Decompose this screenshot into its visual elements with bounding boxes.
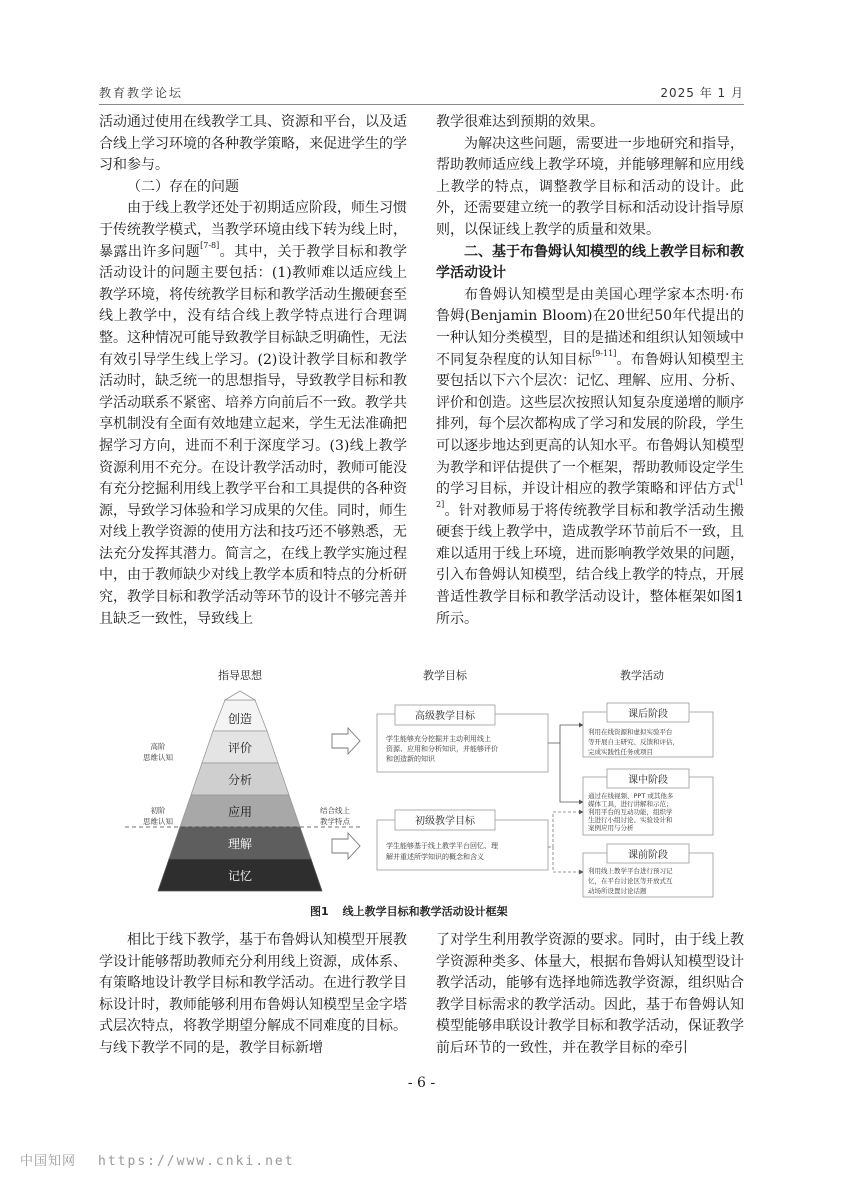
issue-date: 2025 年 1 月 <box>660 86 744 100</box>
label-guiding-thought: 指导思想 <box>218 669 262 682</box>
arrow-icon <box>332 833 360 859</box>
svg-text:等开展自主研究、反馈和评估，: 等开展自主研究、反馈和评估， <box>588 738 679 746</box>
svg-text:利用在线资源和虚拟实验平台: 利用在线资源和虚拟实验平台 <box>588 728 673 736</box>
level-label: 评价 <box>227 741 253 755</box>
svg-text:忆，在平台讨论区等开放式互: 忆，在平台讨论区等开放式互 <box>588 877 673 885</box>
svg-text:动场所设置讨论话题: 动场所设置讨论话题 <box>588 887 647 895</box>
bloom-pyramid <box>158 691 322 891</box>
goal-high-title: 高级教学目标 <box>415 711 475 722</box>
svg-text:生进行小组讨论、实验设计和: 生进行小组讨论、实验设计和 <box>588 816 673 824</box>
level-label: 记忆 <box>227 869 253 883</box>
combine-label: 结合线上 <box>320 806 350 815</box>
svg-text:完成实践性任务或项目: 完成实践性任务或项目 <box>588 748 653 756</box>
section-heading: （二）存在的问题 <box>127 178 239 195</box>
column-right-top <box>436 112 744 630</box>
column-left-bottom <box>99 930 407 1060</box>
paragraph: 了对学生利用教学资源的要求。同时，由于线上教学资源种类多、体量大，根据布鲁姆认知模型设计教学活动，能够有选择地筛选教学资源，组织贴合教学目标需求的教学活动。因此，基于布鲁姆认知模型能够串联设计教学目标和教学活动，保证教学前后环节的一致性，并在教学目标的牵引 <box>436 932 744 1056</box>
svg-text:通过在线视频、PPT 或其他多: 通过在线视频、PPT 或其他多 <box>588 792 674 800</box>
level-label: 应用 <box>227 805 253 819</box>
svg-text:和创造新的知识: 和创造新的知识 <box>386 755 435 763</box>
svg-text:媒体工具，进行讲解和示范；: 媒体工具，进行讲解和示范； <box>588 800 673 808</box>
paragraph: 布鲁姆认知模型是由美国心理学家本杰明·布鲁姆(Benjamin Bloom)在20世纪50年代提出的一种认知分类模型，目的是描述和组织认知领域中不同复杂程度的认知目标[9-11]。布鲁姆认知模型主要包括以下六个层次：记忆、理解、应用、分析、评价和创造。这些层次按照认知复杂度递增的顺序排列，每个层次都构成了学习和发展的阶段，学生可以逐步地达到更高的认知水平。布鲁姆认知模型为教学和评估提供了一个框架，帮助教师设定学生的学习目标，并设计相应的教学策略和评估方式[12]。针对教师易于将传统教学目标和教学活动生搬硬套于线上教学中，造成教学环节前后不一致，且难以适用于线上环境，进而影响教学效果的问题，引入布鲁姆认知模型，结合线上教学的特点，开展普适性教学目标和教学活动设计，整体框架如图1所示。 <box>436 286 745 627</box>
svg-text:案例应用与分析: 案例应用与分析 <box>588 824 634 832</box>
footer-site: 中国知网 <box>20 1154 77 1169</box>
caption-text: 线上教学目标和教学活动设计框架 <box>342 905 508 918</box>
citation: [12] <box>436 478 744 509</box>
after-class-title: 课后阶段 <box>628 709 668 720</box>
paragraph: 活动通过使用在线教学工具、资源和平台，以及适合线上学习环境的各种教学策略，来促进学生的学习和参与。 <box>99 114 407 174</box>
footer-url[interactable]: https://www.cnki.net <box>98 1154 295 1169</box>
label-teaching-activity: 教学活动 <box>620 669 664 682</box>
paragraph: 为解决这些问题，需要进一步地研究和指导，帮助教师适应线上教学环境，并能够理解和应用线上教学的特点，调整教学目标和活动的设计。此外，还需要建立统一的教学目标和活动设计指导原则，以保证线上教学的质量和效果。 <box>436 135 744 238</box>
svg-text:利用线上教学平台进行预习记: 利用线上教学平台进行预习记 <box>588 867 673 875</box>
arrow-icon <box>332 728 360 754</box>
caption-number: 图1 <box>310 905 329 918</box>
level-label: 创造 <box>227 712 253 726</box>
svg-text:教学特点: 教学特点 <box>320 817 350 826</box>
high-order-label: 高阶 <box>150 742 166 751</box>
before-class-title: 课前阶段 <box>628 850 668 861</box>
during-class-title: 课中阶段 <box>628 775 668 786</box>
paragraph: 相比于线下教学，基于布鲁姆认知模型开展教学设计能够帮助教师充分利用线上资源，成体系、有策略地设计教学目标和教学活动。在进行教学目标设计时，教师能够利用布鲁姆认知模型呈金字塔式层次特点，将教学期望分解成不同难度的目标。与线下教学不同的是，教学目标新增 <box>99 932 407 1056</box>
svg-text:学生能够充分挖掘并主动利用线上: 学生能够充分挖掘并主动利用线上 <box>386 735 491 743</box>
header-rule <box>99 104 744 105</box>
paragraph: 由于线上教学还处于初期适应阶段，师生习惯于传统教学模式，当教学环境由线下转为线上时，暴露出许多问题[7-8]。其中，关于教学目标和教学活动设计的问题主要包括：(1)教师难以适应线上教学环境，将传统教学目标和教学活动生搬硬套至线上教学中，没有结合线上教学特点进行合理调整。这种情况可能导致教学目标缺乏明确性，无法有效引导学生线上学习。(2)设计教学目标和教学活动时，缺乏统一的思想指导，导致教学目标和教学活动联系不紧密、培养方向前后不一致。教学共享机制没有全面有效地建立起来，学生无法准确把握学习方向，进而不利于深度学习。(3)线上教学资源利用不充分。在设计教学活动时，教师可能没有充分挖掘利用线上教学平台和工具提供的各种资源，导致学习体验和学习成果的欠佳。同时，师生对线上教学资源的使用方法和技巧还不够熟悉，无法充分发挥其潜力。简言之，在线上教学实施过程中，由于教师缺少对线上教学本质和特点的分析研究，教学目标和教学活动等环节的设计不够完善并且缺乏一致性，导致线上 <box>99 200 408 627</box>
svg-text:学生能够基于线上教学平台回忆、理: 学生能够基于线上教学平台回忆、理 <box>386 842 498 850</box>
section-heading: 二、基于布鲁姆认知模型的线上教学目标和教学活动设计 <box>436 243 744 282</box>
svg-text:思维认知: 思维认知 <box>143 753 173 762</box>
column-left-top <box>99 112 407 630</box>
figure-caption <box>310 903 522 919</box>
svg-text:思维认知: 思维认知 <box>143 817 173 826</box>
page-number: - 6 - <box>407 1075 436 1091</box>
column-right-bottom <box>436 930 744 1060</box>
citation: [7-8] <box>200 240 220 250</box>
goal-low-title: 初级教学目标 <box>415 816 475 827</box>
svg-text:解并重述所学知识的概念和含义: 解并重述所学知识的概念和含义 <box>386 853 484 861</box>
figure-framework <box>115 667 735 899</box>
label-teaching-goal: 教学目标 <box>423 669 467 682</box>
low-order-label: 初阶 <box>150 806 166 815</box>
footer-watermark <box>20 1150 295 1169</box>
journal-name: 教育教学论坛 <box>99 86 184 100</box>
svg-text:利用平台的互动功能，组织学: 利用平台的互动功能，组织学 <box>588 808 673 816</box>
citation: [9-11] <box>592 348 617 358</box>
level-label: 分析 <box>227 773 253 787</box>
svg-text:资源、应用和分析知识，并能够评价: 资源、应用和分析知识，并能够评价 <box>386 745 498 753</box>
level-label: 理解 <box>227 837 253 851</box>
paragraph: 教学很难达到预期的效果。 <box>436 114 604 130</box>
